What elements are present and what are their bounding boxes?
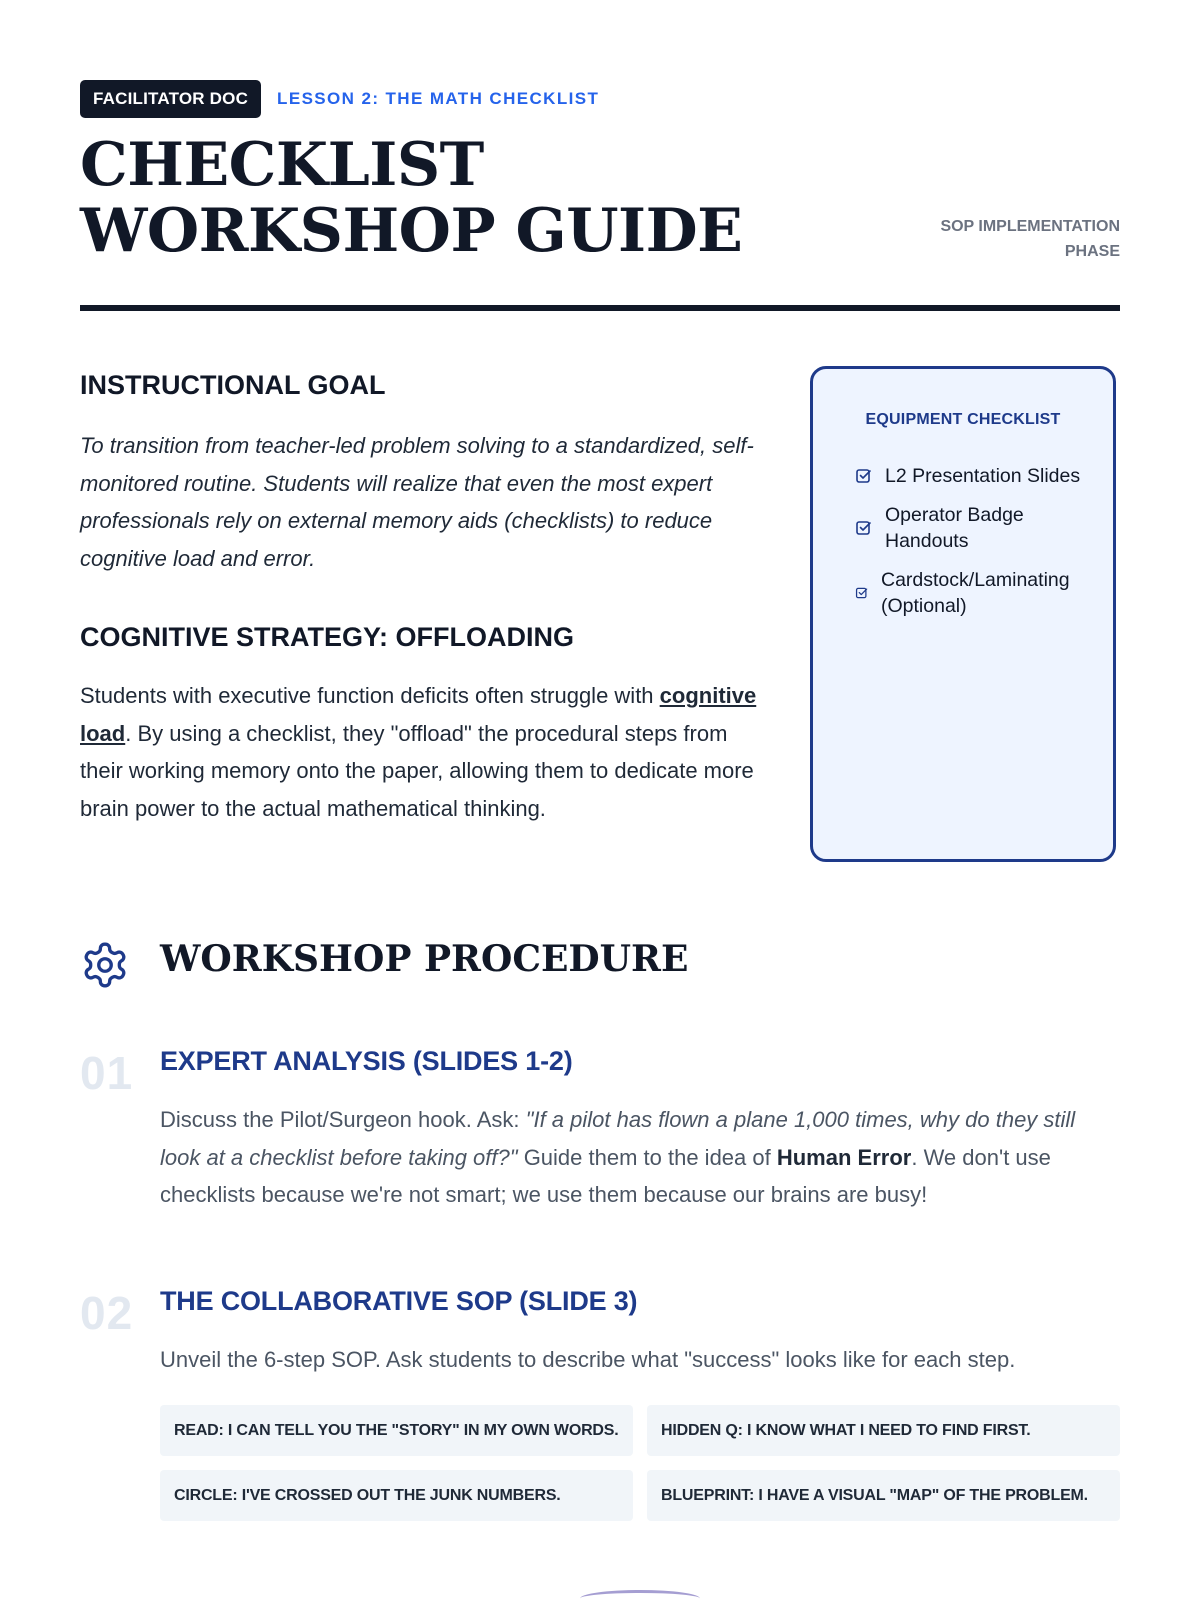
step-text bbox=[160, 1101, 1110, 1214]
equipment-item-label: Cardstock/Laminating (Optional) bbox=[881, 569, 1070, 617]
equipment-item bbox=[855, 567, 1095, 619]
equipment-item-label: L2 Presentation Slides bbox=[885, 465, 1081, 487]
checkbox-icon bbox=[855, 519, 873, 537]
equipment-item bbox=[855, 463, 1095, 489]
page-title: CHECKLIST WORKSHOP GUIDE bbox=[80, 130, 743, 266]
phase-label: SOP IMPLEMENTATION PHASE bbox=[940, 218, 1120, 260]
step-text-pre: Discuss the Pilot/Surgeon hook. Ask: bbox=[160, 1107, 526, 1132]
human-error-term: Human Error bbox=[776, 1144, 912, 1170]
equipment-title: EQUIPMENT CHECKLIST bbox=[865, 411, 1061, 428]
step-text-mid: Guide them to the idea of bbox=[517, 1144, 777, 1170]
equipment-item bbox=[855, 502, 1095, 554]
strategy-heading: COGNITIVE STRATEGY: OFFLOADING bbox=[80, 622, 574, 652]
cut-off-graphic bbox=[580, 1590, 700, 1607]
pilot-quote: "If a pilot has flown a plane 1,000 times, why do they still look at a checklist before taking off?" bbox=[160, 1107, 1076, 1170]
strategy-text-before: Students with executive function deficits often struggle with bbox=[80, 683, 660, 708]
step-number: 02 bbox=[80, 1287, 134, 1339]
equipment-card bbox=[810, 366, 1116, 862]
success-criteria-grid bbox=[160, 1405, 1120, 1521]
strategy-text-after: . By using a checklist, they "offload" the procedural steps from their working memory onto the paper, allowing them to dedicate more brain power to the actual mathematical thinking. bbox=[80, 720, 754, 821]
lesson-label: LESSON 2: THE MATH CHECKLIST bbox=[277, 89, 600, 108]
equipment-item-label: Operator Badge Handouts bbox=[885, 504, 1024, 552]
criteria-cell: HIDDEN Q: I KNOW WHAT I NEED TO FIND FIRST. bbox=[647, 1405, 1120, 1456]
procedure-heading: WORKSHOP PROCEDURE bbox=[160, 938, 689, 980]
header-divider bbox=[80, 305, 1120, 311]
step-title: THE COLLABORATIVE SOP (SLIDE 3) bbox=[160, 1286, 638, 1316]
criteria-cell: BLUEPRINT: I HAVE A VISUAL "MAP" OF THE PROBLEM. bbox=[647, 1470, 1120, 1521]
step-number: 01 bbox=[80, 1047, 134, 1099]
criteria-cell: READ: I CAN TELL YOU THE "STORY" IN MY OWN WORDS. bbox=[160, 1405, 633, 1456]
equipment-list bbox=[855, 463, 1095, 632]
strategy-text bbox=[80, 677, 770, 827]
goal-heading: INSTRUCTIONAL GOAL bbox=[80, 370, 386, 400]
gear-icon bbox=[80, 940, 130, 995]
criteria-cell: CIRCLE: I'VE CROSSED OUT THE JUNK NUMBERS. bbox=[160, 1470, 633, 1521]
step-text: Unveil the 6-step SOP. Ask students to describe what "success" looks like for each step. bbox=[160, 1347, 1016, 1372]
checkbox-icon bbox=[855, 586, 869, 600]
doc-type-badge: FACILITATOR DOC bbox=[80, 80, 261, 118]
step-title: EXPERT ANALYSIS (SLIDES 1-2) bbox=[160, 1046, 573, 1076]
checkbox-icon bbox=[855, 467, 873, 485]
step-text-post: . We don't use checklists because we're not smart; we use them because our brains are busy! bbox=[160, 1144, 1051, 1207]
goal-text: To transition from teacher-led problem solving to a standardized, self-monitored routine. Students will realize that even the most expert professionals rely on external memory aids (checklists) to reduce cognitive load and error. bbox=[80, 433, 754, 571]
cognitive-load-term: cognitive load bbox=[80, 683, 757, 746]
header-top bbox=[80, 80, 599, 118]
